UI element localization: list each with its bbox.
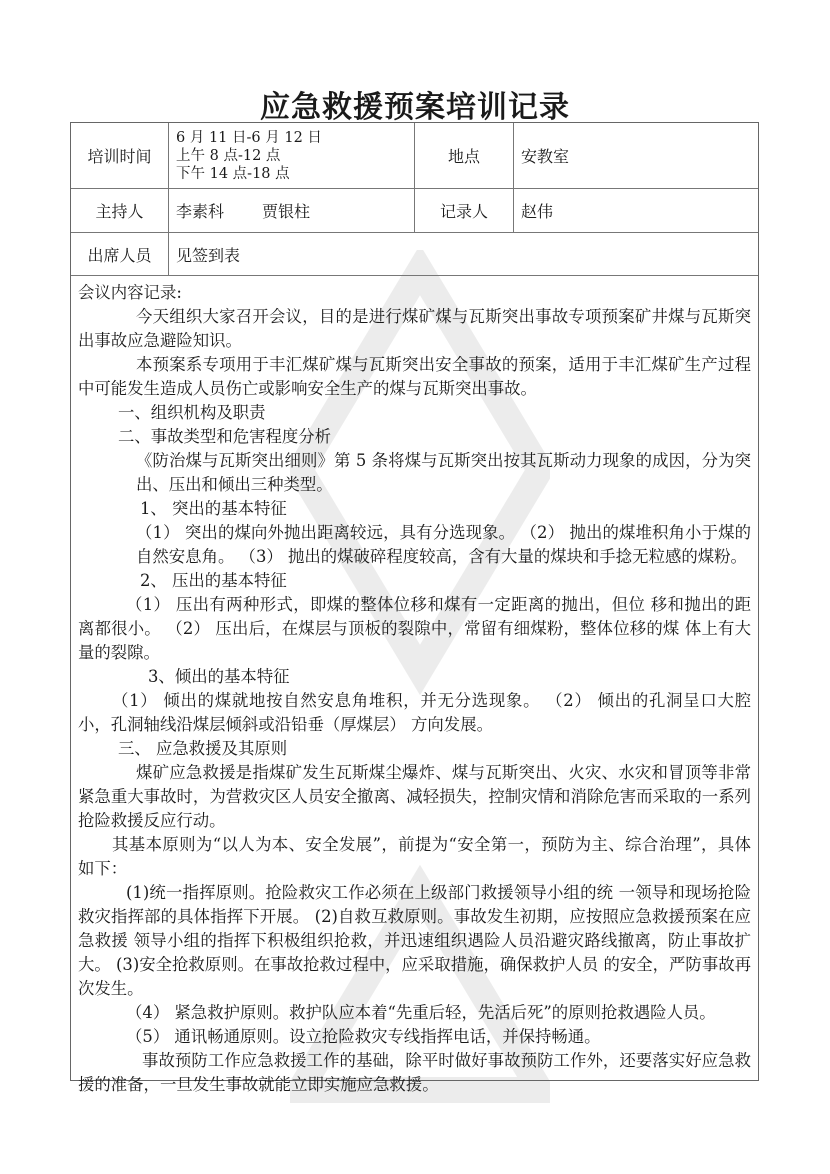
section-2-heading: 二、事故类型和危害程度分析: [118, 427, 332, 446]
recorder-value: 赵伟: [521, 202, 554, 221]
training-date: 6 月 11 日-6 月 12 日: [176, 129, 322, 146]
host-name-2: 贾银柱: [262, 202, 311, 221]
location-label: 地点: [415, 123, 514, 188]
sub-3-text: （1） 倾出的煤就地按自然安息角堆积，并无分选现象。 （2） 倾出的孔洞呈口大腔小，孔洞轴线沿煤层倾斜或沿铅垂（厚煤层） 方向发展。: [78, 691, 751, 734]
host-value: [169, 189, 415, 232]
row-attendees: [71, 233, 758, 276]
sub-1-title: 1、 突出的基本特征: [140, 499, 287, 518]
principle-5: （5） 通讯畅通原则。设立抢险救灾专线指挥电话，并保持畅通。: [126, 1027, 601, 1046]
content-intro-2: 本预案系专项用于丰汇煤矿煤与瓦斯突出安全事故的预案，适用于丰汇煤矿生产过程中可能发生造成人员伤亡或影响安全生产的煤与瓦斯突出事故。: [78, 355, 751, 398]
recorder-label: 记录人: [415, 189, 514, 232]
training-time-value: [169, 123, 415, 188]
content-intro-1: 今天组织大家召开会议，目的是进行煤矿煤与瓦斯突出事故专项预案矿井煤与瓦斯突出事故应急避险知识。: [78, 307, 751, 350]
sub-3-title: 3、倾出的基本特征: [148, 667, 290, 686]
principles-1-3: (1)统一指挥原则。抢险救灾工作必须在上级部门救援领导小组的统 一领导和现场抢险救灾指挥部的具体指挥下开展。 (2)自救互救原则。事故发生初期，应按照应急救援预案在应急救援 领导小组的指挥下积极组织抢救，并迅速组织遇险人员沿避灾路线撤离，防止事故扩大。 (3)安全抢救原则。在事故抢救过程中，应采取措施，确保救护人员 的安全，严防事故再次发生。: [78, 883, 751, 998]
host-name-1: 李素科: [176, 202, 225, 221]
record-table: [70, 122, 759, 1094]
section-3-heading: 三、 应急救援及其原则: [118, 739, 288, 758]
sub-2-title: 2、 压出的基本特征: [140, 571, 287, 590]
host-label: 主持人: [71, 189, 169, 232]
training-time-label: 培训时间: [71, 123, 169, 188]
training-morning: 上午 8 点-12 点: [176, 147, 281, 164]
meeting-content: [71, 276, 758, 1094]
section-3-text: 煤矿应急救援是指煤矿发生瓦斯煤尘爆炸、煤与瓦斯突出、火灾、水灾和冒顶等非常紧急重大事故时，为营救灾区人员安全撤离、减轻损失，控制灾情和消除危害而采取的一系列抢险救援反应行动。: [78, 763, 751, 830]
content-heading: 会议内容记录:: [78, 283, 182, 302]
sub-2-text: （1） 压出有两种形式，即煤的整体位移和煤有一定距离的抛出，但位 移和抛出的距离都很小。 （2） 压出后，在煤层与顶板的裂隙中，常留有细煤粉，整体位移的煤 体上有大量的裂隙。: [78, 595, 751, 662]
row-training-time: [71, 123, 758, 189]
training-afternoon: 下午 14 点-18 点: [176, 165, 290, 182]
attendees-value: 见签到表: [176, 245, 241, 265]
closing-paragraph: 事故预防工作应急救援工作的基础，除平时做好事故预防工作外，还要落实好应急救援的准备，一旦发生事故就能立即实施应急救援。: [78, 1051, 751, 1094]
document-title: 应急救援预案培训记录: [260, 90, 570, 125]
attendees-label: 出席人员: [71, 233, 169, 275]
sub-1-text: （1） 突出的煤向外抛出距离较远，具有分选现象。 （2） 抛出的煤堆积角小于煤的自然安息角。 （3） 抛出的煤破碎程度较高，含有大量的煤块和手捻无粒感的煤粉。: [136, 523, 751, 566]
principle-4: （4） 紧急救护原则。救护队应本着“先重后轻，先活后死”的原则抢救遇险人员。: [126, 1003, 716, 1022]
location-value: 安教室: [521, 147, 570, 166]
principle-intro: 其基本原则为“以人为本、安全发展”，前提为“安全第一，预防为主、综合治理”，具体如下：: [78, 835, 751, 878]
row-host: [71, 189, 758, 233]
section-1-heading: 一、组织机构及职责: [118, 403, 266, 422]
section-2-text: 《防治煤与瓦斯突出细则》第 5 条将煤与瓦斯突出按其瓦斯动力现象的成因，分为突出、压出和倾出三种类型。: [136, 451, 751, 494]
